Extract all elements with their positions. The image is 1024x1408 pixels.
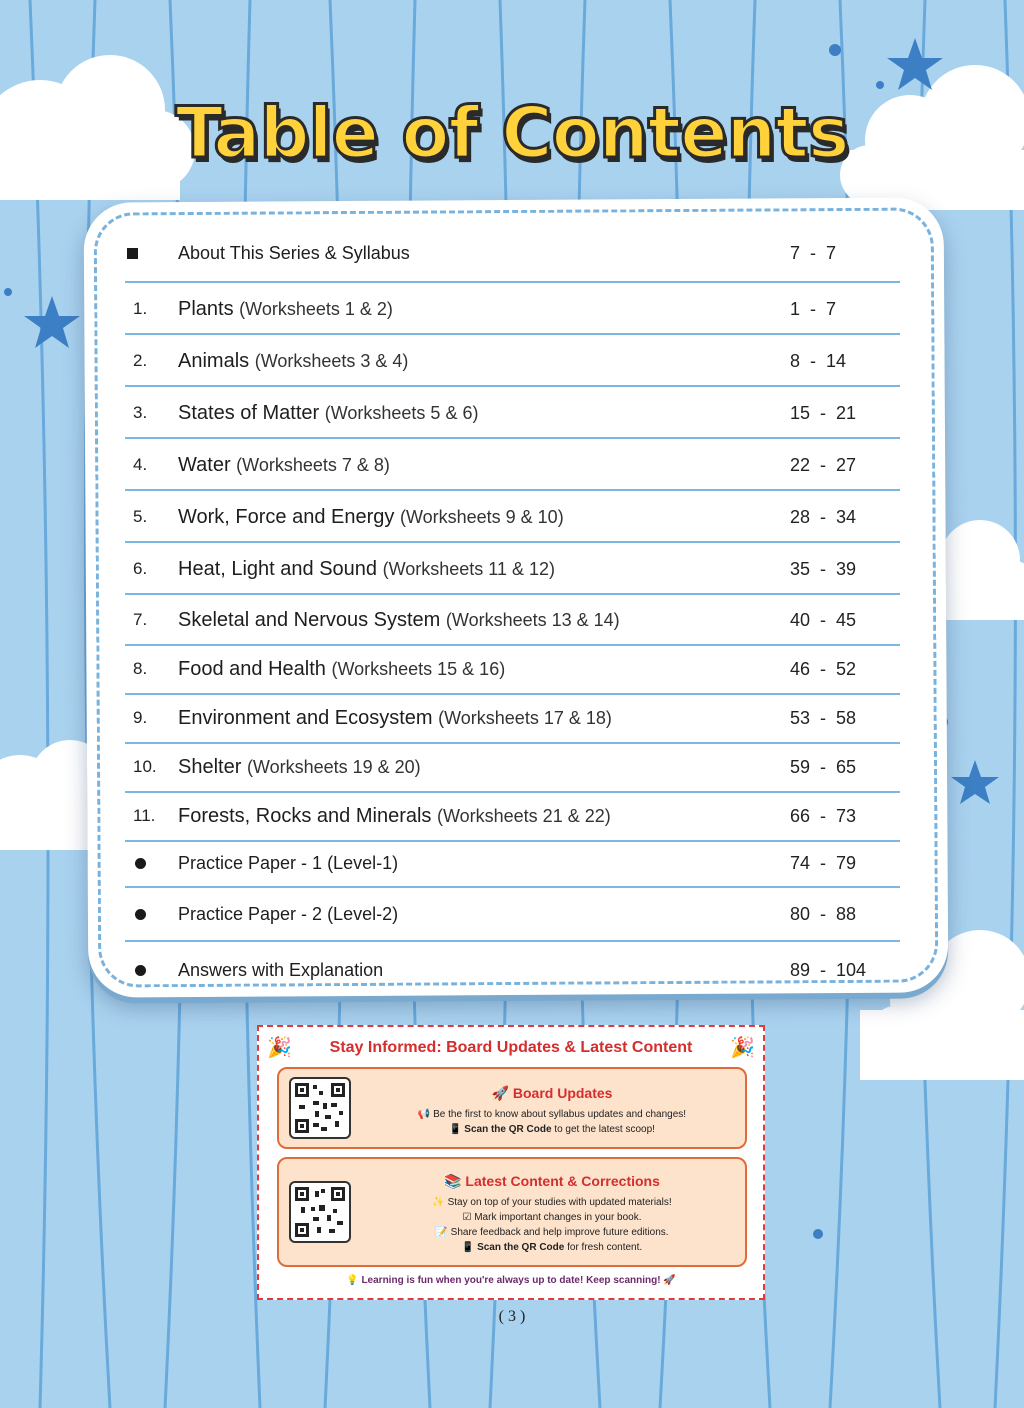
chapter-pages: 8 - 14 <box>790 350 847 371</box>
chapter-number: 9. <box>133 708 148 727</box>
chapter-name: Water <box>178 453 231 476</box>
latest-content-line-1: ✨ Stay on top of your studies with updated materials! <box>432 1197 672 1208</box>
stay-informed-footer: 💡 Learning is fun when you're always up to date! Keep scanning! 🚀 <box>346 1275 676 1286</box>
latest-content-line-3: 📝 Share feedback and help improve future editions. <box>435 1227 669 1238</box>
chapter-number: 11. <box>133 806 156 825</box>
toc-chapter-row <box>125 545 900 595</box>
extra-pages: 89 - 104 <box>790 959 867 980</box>
stay-informed-box <box>257 1025 765 1300</box>
chapter-pages: 46 - 52 <box>790 658 857 679</box>
chapter-name: States of Matter <box>178 401 320 424</box>
board-updates-line-2: 📱 Scan the QR Code to get the latest scoop! <box>449 1124 655 1135</box>
chapter-pages: 59 - 65 <box>790 756 857 777</box>
chapter-title <box>178 707 770 730</box>
chapter-title <box>178 558 770 581</box>
toc-extra-row <box>125 840 900 888</box>
chapter-worksheets: (Worksheets 9 & 10) <box>399 506 564 527</box>
chapter-title <box>178 609 770 632</box>
chapter-pages: 35 - 39 <box>790 558 857 579</box>
extra-title: Practice Paper - 1 (Level-1) <box>178 852 399 873</box>
square-bullet-icon <box>125 248 178 259</box>
chapter-worksheets: (Worksheets 21 & 22) <box>436 805 611 826</box>
chapter-number: 5. <box>133 507 148 526</box>
chapter-title <box>178 298 770 321</box>
round-bullet-icon <box>125 909 178 920</box>
latest-content-line-2: ☑ Mark important changes in your book. <box>462 1212 642 1223</box>
chapter-title <box>178 454 770 477</box>
extra-pages: 74 - 79 <box>790 852 857 873</box>
chapter-pages: 15 - 21 <box>790 402 857 423</box>
extra-title: Practice Paper - 2 (Level-2) <box>178 903 399 924</box>
chapter-name: Food and Health <box>178 657 326 680</box>
board-updates-panel <box>277 1067 747 1149</box>
toc-intro-pages: 7 - 7 <box>790 242 837 263</box>
toc-chapter-row <box>125 493 900 543</box>
chapter-name: Shelter <box>178 755 242 778</box>
chapter-name: Plants <box>178 297 234 320</box>
chapter-title <box>178 658 770 681</box>
chapter-name: Forests, Rocks and Minerals <box>178 804 432 827</box>
chapter-worksheets: (Worksheets 15 & 16) <box>331 658 506 679</box>
chapter-title <box>178 402 770 425</box>
toc-extra-row <box>125 944 900 996</box>
chapter-name: Environment and Ecosystem <box>178 706 433 729</box>
chapter-pages: 28 - 34 <box>790 506 857 527</box>
chapter-title <box>178 506 770 529</box>
chapter-worksheets: (Worksheets 3 & 4) <box>254 350 409 371</box>
chapter-name: Work, Force and Energy <box>178 505 395 528</box>
page-title: Table of Contents <box>175 92 849 174</box>
chapter-number: 3. <box>133 403 148 422</box>
chapter-title <box>178 756 770 779</box>
toc-chapter-row <box>125 645 900 695</box>
chapter-number: 4. <box>133 455 148 474</box>
chapter-worksheets: (Worksheets 13 & 14) <box>445 609 620 630</box>
chapter-name: Heat, Light and Sound <box>178 557 378 580</box>
chapter-worksheets: (Worksheets 19 & 20) <box>246 756 421 777</box>
chapter-pages: 22 - 27 <box>790 454 857 475</box>
toc-intro-row <box>125 225 900 283</box>
toc-chapter-row <box>125 694 900 744</box>
qr-code-latest-content[interactable] <box>289 1181 351 1243</box>
chapter-number: 1. <box>133 299 148 318</box>
chapter-number: 7. <box>133 610 148 629</box>
chapter-worksheets: (Worksheets 5 & 6) <box>324 402 479 423</box>
latest-content-panel <box>277 1157 747 1267</box>
chapter-number: 10. <box>133 757 157 776</box>
round-bullet-icon <box>125 858 178 869</box>
qr-code-board-updates[interactable] <box>289 1077 351 1139</box>
party-popper-icon: 🎉 <box>267 1037 292 1059</box>
toc-chapter-row <box>125 792 900 842</box>
board-updates-line-1: 📢 Be the first to know about syllabus updates and changes! <box>417 1109 687 1120</box>
extra-title: Answers with Explanation <box>178 959 384 980</box>
chapter-name: Animals <box>178 349 250 372</box>
toc-chapter-row <box>125 743 900 793</box>
chapter-worksheets: (Worksheets 1 & 2) <box>239 298 393 319</box>
toc-chapter-row <box>125 596 900 646</box>
board-updates-title: 🚀 Board Updates <box>491 1085 613 1101</box>
chapter-worksheets: (Worksheets 11 & 12) <box>382 558 556 579</box>
party-popper-icon: 🎉 <box>730 1037 755 1059</box>
chapter-pages: 1 - 7 <box>790 298 837 319</box>
chapter-worksheets: (Worksheets 17 & 18) <box>438 707 612 728</box>
latest-content-title: 📚 Latest Content & Corrections <box>444 1173 660 1189</box>
chapter-pages: 40 - 45 <box>790 609 857 630</box>
toc-chapter-row <box>125 389 900 439</box>
page-number: ( 3 ) <box>498 1308 526 1325</box>
toc-chapter-row <box>125 441 900 491</box>
chapter-title <box>178 805 770 828</box>
chapter-number: 6. <box>133 559 148 578</box>
round-bullet-icon <box>125 965 178 976</box>
chapter-pages: 53 - 58 <box>790 707 857 728</box>
chapter-pages: 66 - 73 <box>790 805 857 826</box>
chapter-number: 2. <box>133 351 148 370</box>
chapter-worksheets: (Worksheets 7 & 8) <box>236 454 390 475</box>
latest-content-line-4: 📱 Scan the QR Code for fresh content. <box>461 1242 643 1253</box>
toc-chapter-row <box>125 337 900 387</box>
toc-extra-row <box>125 888 900 942</box>
toc-intro-label: About This Series & Syllabus <box>178 242 410 263</box>
toc-chapter-row <box>125 285 900 335</box>
extra-pages: 80 - 88 <box>790 903 857 924</box>
chapter-number: 8. <box>133 659 148 678</box>
chapter-name: Skeletal and Nervous System <box>178 608 441 631</box>
chapter-title <box>178 350 770 373</box>
stay-informed-heading: Stay Informed: Board Updates & Latest Content <box>329 1039 693 1056</box>
